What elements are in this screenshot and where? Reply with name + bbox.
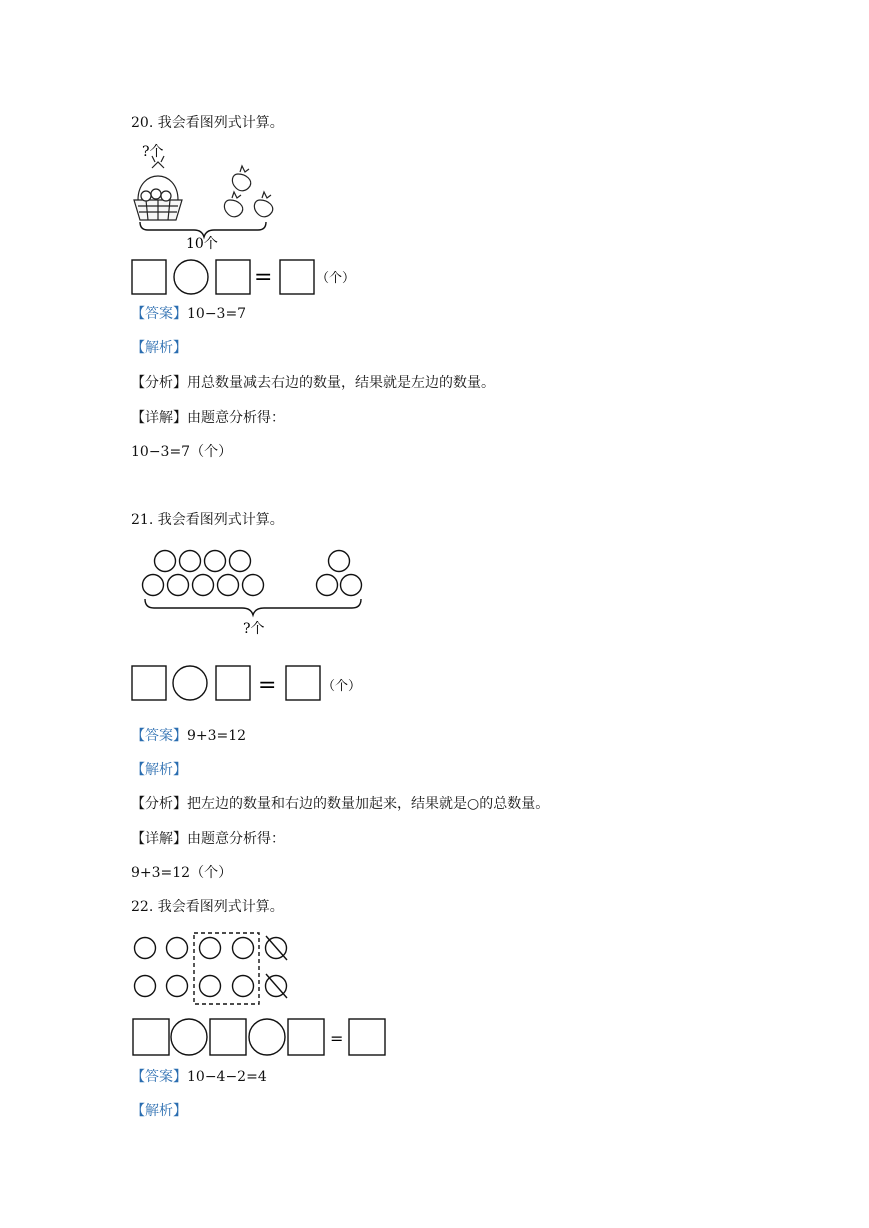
circle-icon <box>205 551 226 572</box>
answer-tag: 【答案】 <box>131 306 187 322</box>
q20-fenxi: 用总数量减去右边的数量，结果就是左边的数量。 <box>187 375 495 391</box>
q20-answer-line <box>131 305 246 323</box>
q20-calc: 10−3=7（个） <box>131 444 233 460</box>
circle-icon <box>135 976 156 997</box>
q20-equation-template <box>130 258 370 298</box>
circle-icon <box>167 976 188 997</box>
q22-title: 22. 我会看图列式计算。 <box>131 899 284 915</box>
q21-xiangjie: 由题意分析得： <box>187 831 285 847</box>
dashed-group-box <box>194 933 259 1004</box>
answer-box[interactable] <box>216 666 250 700</box>
circle-icon <box>193 575 214 596</box>
q22-analysis-tag: 【解析】 <box>131 1103 187 1119</box>
q20-fenxi-line <box>131 374 495 392</box>
circle-icon <box>135 938 156 959</box>
operator-circle[interactable] <box>171 1019 207 1055</box>
q20-unit: （个） <box>316 271 356 286</box>
q22-figure <box>130 930 295 1008</box>
circle-icon <box>329 551 350 572</box>
q21-equation-template <box>130 664 370 704</box>
circle-icon <box>168 575 189 596</box>
operator-circle[interactable] <box>173 666 207 700</box>
q22-answer-line <box>131 1068 267 1086</box>
q22-answer: 10−4−2=4 <box>187 1069 267 1085</box>
circle-icon <box>218 575 239 596</box>
circle-icon <box>230 551 251 572</box>
fenxi-tag: 【分析】 <box>131 796 187 812</box>
xiangjie-tag: 【详解】 <box>131 831 187 847</box>
circle-icon <box>200 938 221 959</box>
answer-box[interactable] <box>280 260 314 294</box>
q21-unit: （个） <box>322 679 362 694</box>
q21-analysis-tag: 【解析】 <box>131 762 187 778</box>
q21-figure <box>138 545 370 640</box>
circle-icon <box>143 575 164 596</box>
q21-brace <box>145 599 361 615</box>
q21-title: 21. 我会看图列式计算。 <box>131 512 284 528</box>
answer-box[interactable] <box>286 666 320 700</box>
operator-circle[interactable] <box>249 1019 285 1055</box>
answer-box[interactable] <box>133 1019 169 1055</box>
answer-box[interactable] <box>349 1019 385 1055</box>
q20-figure <box>130 138 280 250</box>
q21-fenxi-line <box>131 795 549 813</box>
q20-title: 20. 我会看图列式计算。 <box>131 115 284 131</box>
circle-icon <box>155 551 176 572</box>
q21-figure-label: ?个 <box>243 621 265 637</box>
circle-icon <box>233 938 254 959</box>
fenxi-tag: 【分析】 <box>131 375 187 391</box>
q21-xiangjie-line <box>131 830 285 848</box>
equals-sign: = <box>258 673 277 698</box>
circle-icon <box>200 976 221 997</box>
q20-figure-top-label: ?个 <box>142 144 164 160</box>
answer-box[interactable] <box>288 1019 324 1055</box>
q20-figure-bottom-label: 10个 <box>186 236 218 252</box>
circle-icon <box>341 575 362 596</box>
q20-answer: 10−3=7 <box>187 306 247 322</box>
q21-answer-line <box>131 727 246 745</box>
q21-fenxi: 把左边的数量和右边的数量加起来，结果就是○的总数量。 <box>187 796 550 812</box>
q21-calc: 9+3=12（个） <box>131 865 233 881</box>
answer-box[interactable] <box>210 1019 246 1055</box>
circle-icon <box>317 575 338 596</box>
equals-sign: = <box>330 1029 344 1048</box>
answer-box[interactable] <box>132 260 166 294</box>
answer-box[interactable] <box>132 666 166 700</box>
q21-answer: 9+3=12 <box>187 728 247 744</box>
q20-analysis-tag: 【解析】 <box>131 340 187 356</box>
q20-xiangjie: 由题意分析得： <box>187 410 285 426</box>
answer-box[interactable] <box>216 260 250 294</box>
answer-tag: 【答案】 <box>131 728 187 744</box>
circle-icon <box>243 575 264 596</box>
circle-icon <box>167 938 188 959</box>
xiangjie-tag: 【详解】 <box>131 410 187 426</box>
q20-xiangjie-line <box>131 409 285 427</box>
equals-sign: = <box>254 265 273 290</box>
circle-icon <box>233 976 254 997</box>
answer-tag: 【答案】 <box>131 1069 187 1085</box>
operator-circle[interactable] <box>174 260 208 294</box>
circle-icon <box>180 551 201 572</box>
q22-equation-template <box>130 1016 392 1058</box>
